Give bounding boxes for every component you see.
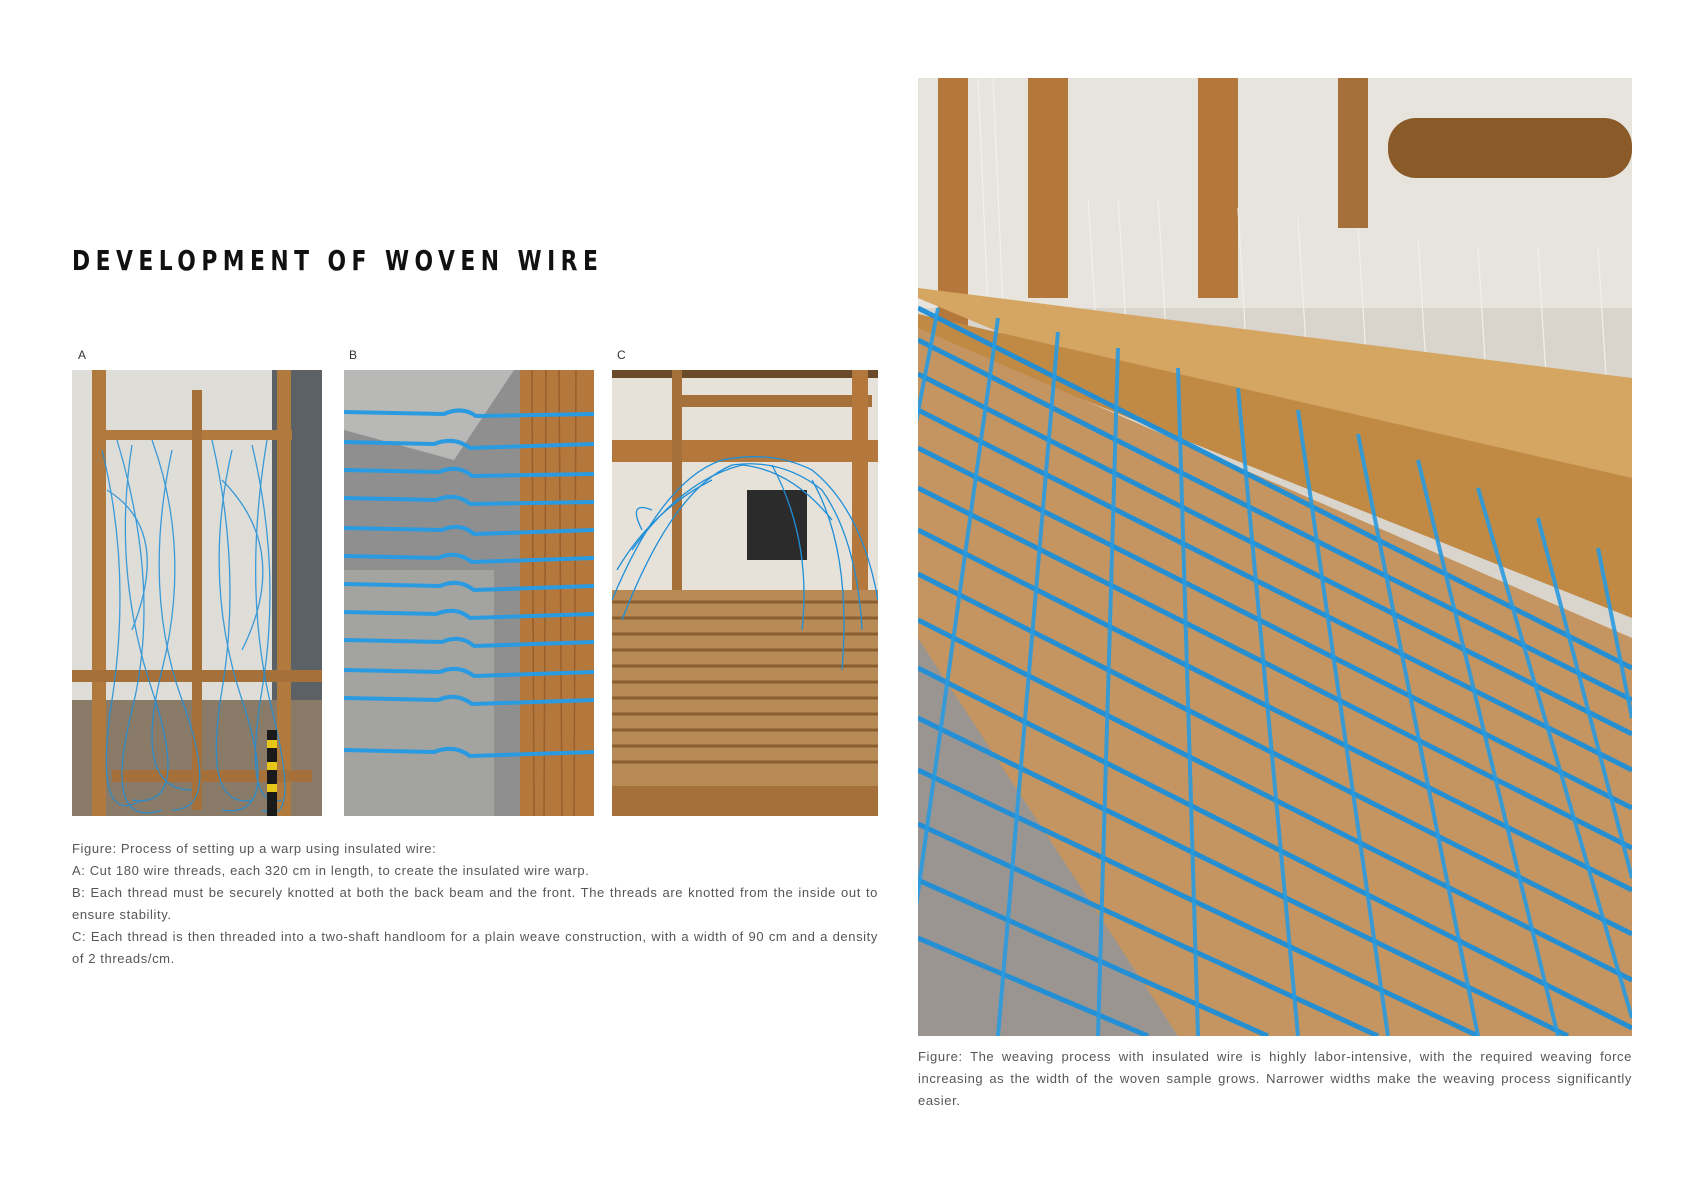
caption-intro: Figure: Process of setting up a warp using insulated wire: (72, 841, 437, 856)
panel-label-b: B (349, 348, 358, 362)
left-figure-caption (72, 838, 878, 970)
knotted-wire-at-beam-photo (344, 370, 594, 816)
right-figure-caption: Figure: The weaving process with insulated wire is highly labor-intensive, with the required weaving force increasing as the width of the woven sample grows. Narrower widths make the weaving process significantly easier. (918, 1049, 1632, 1108)
panel-label-a: A (78, 348, 87, 362)
page-title: DEVELOPMENT OF WOVEN WIRE (72, 244, 604, 277)
panel-label-c: C (617, 348, 626, 362)
caption-step-b: B: Each thread must be securely knotted at both the back beam and the front. The threads are knotted from the inside out to ensure stability. (72, 885, 878, 922)
caption-step-a: A: Cut 180 wire threads, each 320 cm in length, to create the insulated wire warp. (72, 863, 590, 878)
woven-blue-wire-on-loom-photo (918, 78, 1632, 1036)
wire-threaded-into-loom-photo (612, 370, 878, 816)
caption-step-c: C: Each thread is then threaded into a two-shaft handloom for a plain weave construction, with a width of 90 cm and a density of 2 threads/cm. (72, 929, 878, 966)
wire-warp-on-frame-photo (72, 370, 322, 816)
